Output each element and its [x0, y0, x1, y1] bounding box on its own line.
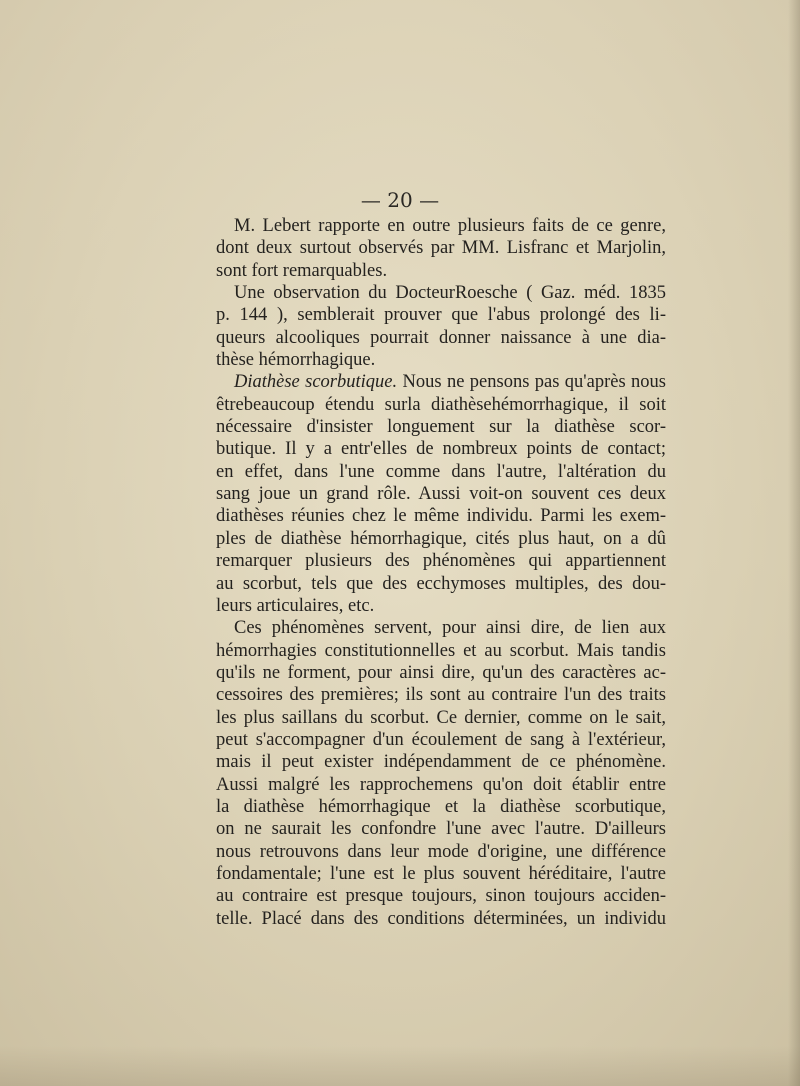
text-line: Une observation du DocteurRoesche ( Gaz. méd. 1835: [234, 283, 666, 304]
page-bottom-shadow: [0, 1046, 800, 1086]
page-number: — 20 —: [360, 188, 440, 212]
text-line: dont deux surtout observés par MM. Lisfranc et Marjolin,: [216, 238, 666, 259]
text-line: thèse hémorrhagique.: [216, 350, 376, 371]
text-line: ples de diathèse hémorrhagique, cités plus haut, on a dû: [216, 528, 666, 549]
text-line: nous retrouvons dans leur mode d'origine, une différence: [216, 841, 666, 862]
text-line: sont fort remarquables.: [216, 260, 388, 281]
text-line: M. Lebert rapporte en outre plusieurs faits de ce genre,: [234, 216, 666, 236]
paragraph-1: [216, 215, 666, 282]
paragraph-2: [216, 282, 666, 371]
text-line: au contraire est presque toujours, sinon toujours acciden-: [216, 886, 666, 907]
body-text: [216, 215, 666, 930]
text-line: leurs articulaires, etc.: [216, 595, 375, 616]
paragraph-3: [216, 371, 666, 617]
heading-line-rest: Nous ne pensons pas qu'après nous: [397, 372, 666, 393]
paragraph-4: [216, 617, 666, 930]
text-line: êtrebeaucoup étendu surla diathèsehémorrhagique, il soit: [216, 394, 666, 415]
text-line: sang joue un grand rôle. Aussi voit-on souvent ces deux: [216, 484, 666, 505]
text-line: queurs alcooliques pourrait donner naissance à une dia-: [216, 327, 666, 348]
text-line: remarquer plusieurs des phénomènes qui appartiennent: [216, 551, 666, 572]
text-line: mais il peut exister indépendamment de ce phénomène.: [216, 752, 666, 773]
text-line: cessoires des premières; ils sont au contraire l'un des traits: [216, 685, 666, 706]
text-line: diathèses réunies chez le même individu. Parmi les exem-: [216, 506, 666, 527]
text-line: on ne saurait les confondre l'une avec l'autre. D'ailleurs: [216, 819, 666, 840]
text-line: hémorrhagies constitutionnelles et au scorbut. Mais tandis: [216, 640, 666, 661]
text-line: fondamentale; l'une est le plus souvent héréditaire, l'autre: [216, 863, 666, 884]
text-line: la diathèse hémorrhagique et la diathèse scorbutique,: [216, 796, 666, 817]
text-line: les plus saillans du scorbut. Ce dernier, comme on le sait,: [216, 707, 666, 728]
text-line: nécessaire d'insister longuement sur la diathèse scor-: [216, 417, 666, 438]
text-line: [216, 371, 666, 393]
text-line: Aussi malgré les rapprochemens qu'on doit établir entre: [216, 774, 666, 795]
text-line: butique. Il y a entr'elles de nombreux points de contact;: [216, 439, 666, 460]
text-line: p. 144 ), semblerait prouver que l'abus prolongé des li-: [216, 305, 666, 326]
text-line: Ces phénomènes servent, pour ainsi dire, de lien aux: [234, 618, 666, 639]
section-heading: Diathèse scorbutique.: [234, 372, 398, 393]
page-edge-shadow: [788, 0, 800, 1086]
text-line: qu'ils ne forment, pour ainsi dire, qu'un des caractères ac-: [216, 662, 666, 683]
text-line: peut s'accompagner d'un écoulement de sang à l'extérieur,: [216, 729, 666, 750]
text-line: telle. Placé dans des conditions déterminées, un individu: [216, 908, 666, 929]
text-line: en effet, dans l'une comme dans l'autre, l'altération du: [216, 461, 666, 482]
text-line: au scorbut, tels que des ecchymoses multiples, des dou-: [216, 573, 666, 594]
